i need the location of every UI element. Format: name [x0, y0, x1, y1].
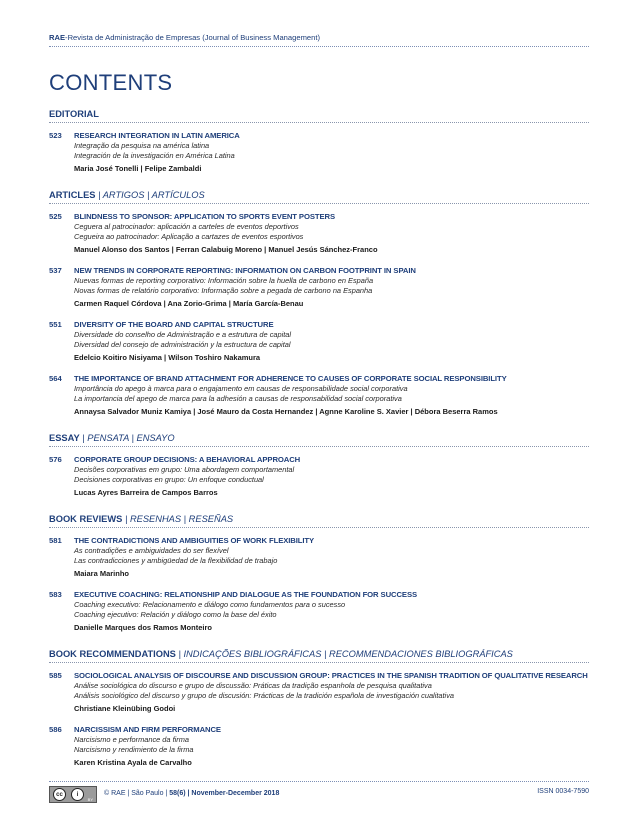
alternate-title: Diversidad del consejo de administración y la estructura de capital: [74, 340, 291, 349]
entry-body: [74, 266, 589, 309]
section-divider: [49, 122, 589, 123]
section-subtitle: | ARTIGOS | ARTÍCULOS: [95, 190, 205, 200]
authors: Maria José Tonelli | Felipe Zambaldi: [74, 164, 202, 173]
entry-body: [74, 131, 589, 174]
section-heading: [49, 648, 589, 660]
alternate-title: Coaching ejecutivo: Relación y diálogo como la base del éxito: [74, 610, 277, 619]
article-title[interactable]: NEW TRENDS IN CORPORATE REPORTING: INFORMATION ON CARBON FOOTPRINT IN SPAIN: [74, 266, 416, 275]
footer-citation: [104, 790, 279, 797]
license-by-label: BY: [87, 797, 93, 802]
authors: Manuel Alonso dos Santos | Ferran Calabuig Moreno | Manuel Jesús Sánchez-Franco: [74, 245, 378, 254]
alternate-title: As contradições e ambiguidades do ser flexível: [74, 546, 229, 555]
page-number: 525: [49, 212, 62, 221]
journal-name: -Revista de Administração de Empresas (Journal of Business Management): [65, 33, 320, 42]
article-title[interactable]: RESEARCH INTEGRATION IN LATIN AMERICA: [74, 131, 240, 140]
page-number: 583: [49, 590, 62, 599]
alternate-title: Análisis sociológico del discurso y grupo de discusión: Prácticas de la tradición española de investigación cualitativa: [74, 691, 455, 700]
toc-entry[interactable]: [49, 671, 589, 714]
authors: Carmen Raquel Córdova | Ana Zorio-Grima | María García-Benau: [74, 299, 304, 308]
footer-citation-plain: © RAE | São Paulo |: [104, 790, 170, 797]
alternate-title: Ceguera al patrocinador: aplicación a carteles de eventos deportivos: [74, 222, 299, 231]
article-title[interactable]: DIVERSITY OF THE BOARD AND CAPITAL STRUCTURE: [74, 320, 274, 329]
alternate-title: Las contradicciones y ambigüedad de la flexibilidad de trabajo: [74, 556, 278, 565]
section-subtitle: | INDICAÇÕES BIBLIOGRÁFICAS | RECOMMENDACIONES BIBLIOGRÁFICAS: [175, 649, 513, 659]
toc-entry[interactable]: [49, 212, 589, 255]
page-title: CONTENTS: [49, 70, 173, 95]
table-of-contents: [49, 108, 589, 779]
toc-entry[interactable]: [49, 725, 589, 768]
alternate-title: Decisiones corporativas en grupo: Un enfoque conductual: [74, 475, 264, 484]
alternate-title: Novas formas de relatório corporativo: Informação sobre a pegada de carbono na Espanha: [74, 286, 373, 295]
page-number: 551: [49, 320, 62, 329]
section-divider: [49, 527, 589, 528]
entry-body: [74, 725, 589, 768]
entry-body: [74, 536, 589, 579]
section-title: ARTICLES: [49, 190, 96, 200]
toc-entry[interactable]: [49, 455, 589, 498]
journal-abbr: RAE: [49, 33, 66, 42]
section-heading: [49, 108, 589, 120]
creative-commons-by-icon[interactable]: [49, 786, 97, 803]
alternate-title: Cegueira ao patrocinador: Aplicação a cartazes de eventos esportivos: [74, 232, 304, 241]
alternate-title: Nuevas formas de reporting corporativo: Información sobre la huella de carbono en España: [74, 276, 374, 285]
section-divider: [49, 662, 589, 663]
alternate-title: Diversidade do conselho de Administração e a estrutura de capital: [74, 330, 292, 339]
section-divider: [49, 446, 589, 447]
article-title[interactable]: BLINDNESS TO SPONSOR: APPLICATION TO SPORTS EVENT POSTERS: [74, 212, 335, 221]
entry-body: [74, 590, 589, 633]
section-heading: [49, 513, 589, 525]
section-title: ESSAY: [49, 433, 80, 443]
authors: Christiane Kleinübing Godoi: [74, 704, 176, 713]
journal-header: [49, 33, 320, 42]
page-number: 585: [49, 671, 62, 680]
toc-entry[interactable]: [49, 590, 589, 633]
alternate-title: Análise sociológica do discurso e grupo de discussão: Práticas da tradição espanhola de pesquisa qualitativa: [74, 681, 432, 690]
issn: ISSN 0034-7590: [537, 788, 589, 795]
entry-body: [74, 671, 589, 714]
authors: Edelcio Koitiro Nisiyama | Wilson Toshiro Nakamura: [74, 353, 261, 362]
article-title[interactable]: CORPORATE GROUP DECISIONS: A BEHAVIORAL APPROACH: [74, 455, 301, 464]
article-title[interactable]: THE IMPORTANCE OF BRAND ATTACHMENT FOR ADHERENCE TO CAUSES OF CORPORATE SOCIAL RESPONSIBILITY: [74, 374, 507, 383]
section-subtitle: | PENSATA | ENSAYO: [79, 433, 175, 443]
article-title[interactable]: NARCISSISM AND FIRM PERFORMANCE: [74, 725, 221, 734]
authors: Lucas Ayres Barreira de Campos Barros: [74, 488, 218, 497]
alternate-title: Coaching executivo: Relacionamento e diálogo como fundamentos para o sucesso: [74, 600, 346, 609]
section-subtitle: | RESENHAS | RESEÑAS: [122, 514, 234, 524]
entry-body: [74, 320, 589, 363]
toc-entry[interactable]: [49, 131, 589, 174]
section-title: EDITORIAL: [49, 109, 99, 119]
article-title[interactable]: THE CONTRADICTIONS AND AMBIGUITIES OF WORK FLEXIBILITY: [74, 536, 315, 545]
page-number: 523: [49, 131, 62, 140]
entry-body: [74, 212, 589, 255]
section-title: BOOK REVIEWS: [49, 514, 123, 524]
page-number: 586: [49, 725, 62, 734]
alternate-title: Decisões corporativas em grupo: Uma abordagem comportamental: [74, 465, 295, 474]
section-heading: [49, 432, 589, 444]
page-number: 576: [49, 455, 62, 464]
authors: Maiara Marinho: [74, 569, 130, 578]
footer-divider: [49, 781, 589, 782]
entry-body: [74, 455, 589, 498]
authors: Danielle Marques dos Ramos Monteiro: [74, 623, 212, 632]
toc-entry[interactable]: [49, 320, 589, 363]
alternate-title: La importancia del apego de marca para la adhesión a causas de responsabilidad social corporativa: [74, 394, 402, 403]
alternate-title: Importância do apego à marca para o engajamento em causas de responsabilidade social corporativa: [74, 384, 408, 393]
page-number: 581: [49, 536, 62, 545]
attribution-icon: i: [71, 788, 84, 801]
header-divider: [49, 46, 589, 47]
article-title[interactable]: EXECUTIVE COACHING: RELATIONSHIP AND DIALOGUE AS THE FOUNDATION FOR SUCCESS: [74, 590, 418, 599]
article-title[interactable]: SOCIOLOGICAL ANALYSIS OF DISCOURSE AND DISCUSSION GROUP: PRACTICES IN THE SPANISH TRADITION OF QUALITATIVE RESEARCH: [74, 671, 588, 680]
toc-entry[interactable]: [49, 536, 589, 579]
section-heading: [49, 189, 589, 201]
alternate-title: Narcisismo y rendimiento de la firma: [74, 745, 194, 754]
section-divider: [49, 203, 589, 204]
page-number: 564: [49, 374, 62, 383]
alternate-title: Integração da pesquisa na américa latina: [74, 141, 210, 150]
alternate-title: Narcisismo e performance da firma: [74, 735, 190, 744]
entry-body: [74, 374, 589, 417]
footer-citation-issue: 58(6) | November-December 2018: [169, 790, 280, 797]
toc-entry[interactable]: [49, 374, 589, 417]
alternate-title: Integración de la investigación en América Latina: [74, 151, 235, 160]
authors: Karen Kristina Ayala de Carvalho: [74, 758, 192, 767]
authors: Annaysa Salvador Muniz Kamiya | José Mauro da Costa Hernandez | Agnne Karoline S. Xavier | Débora Beserra Ramos: [74, 407, 498, 416]
section-title: BOOK RECOMMENDATIONS: [49, 649, 176, 659]
cc-icon: cc: [53, 788, 66, 801]
toc-entry[interactable]: [49, 266, 589, 309]
page-number: 537: [49, 266, 62, 275]
